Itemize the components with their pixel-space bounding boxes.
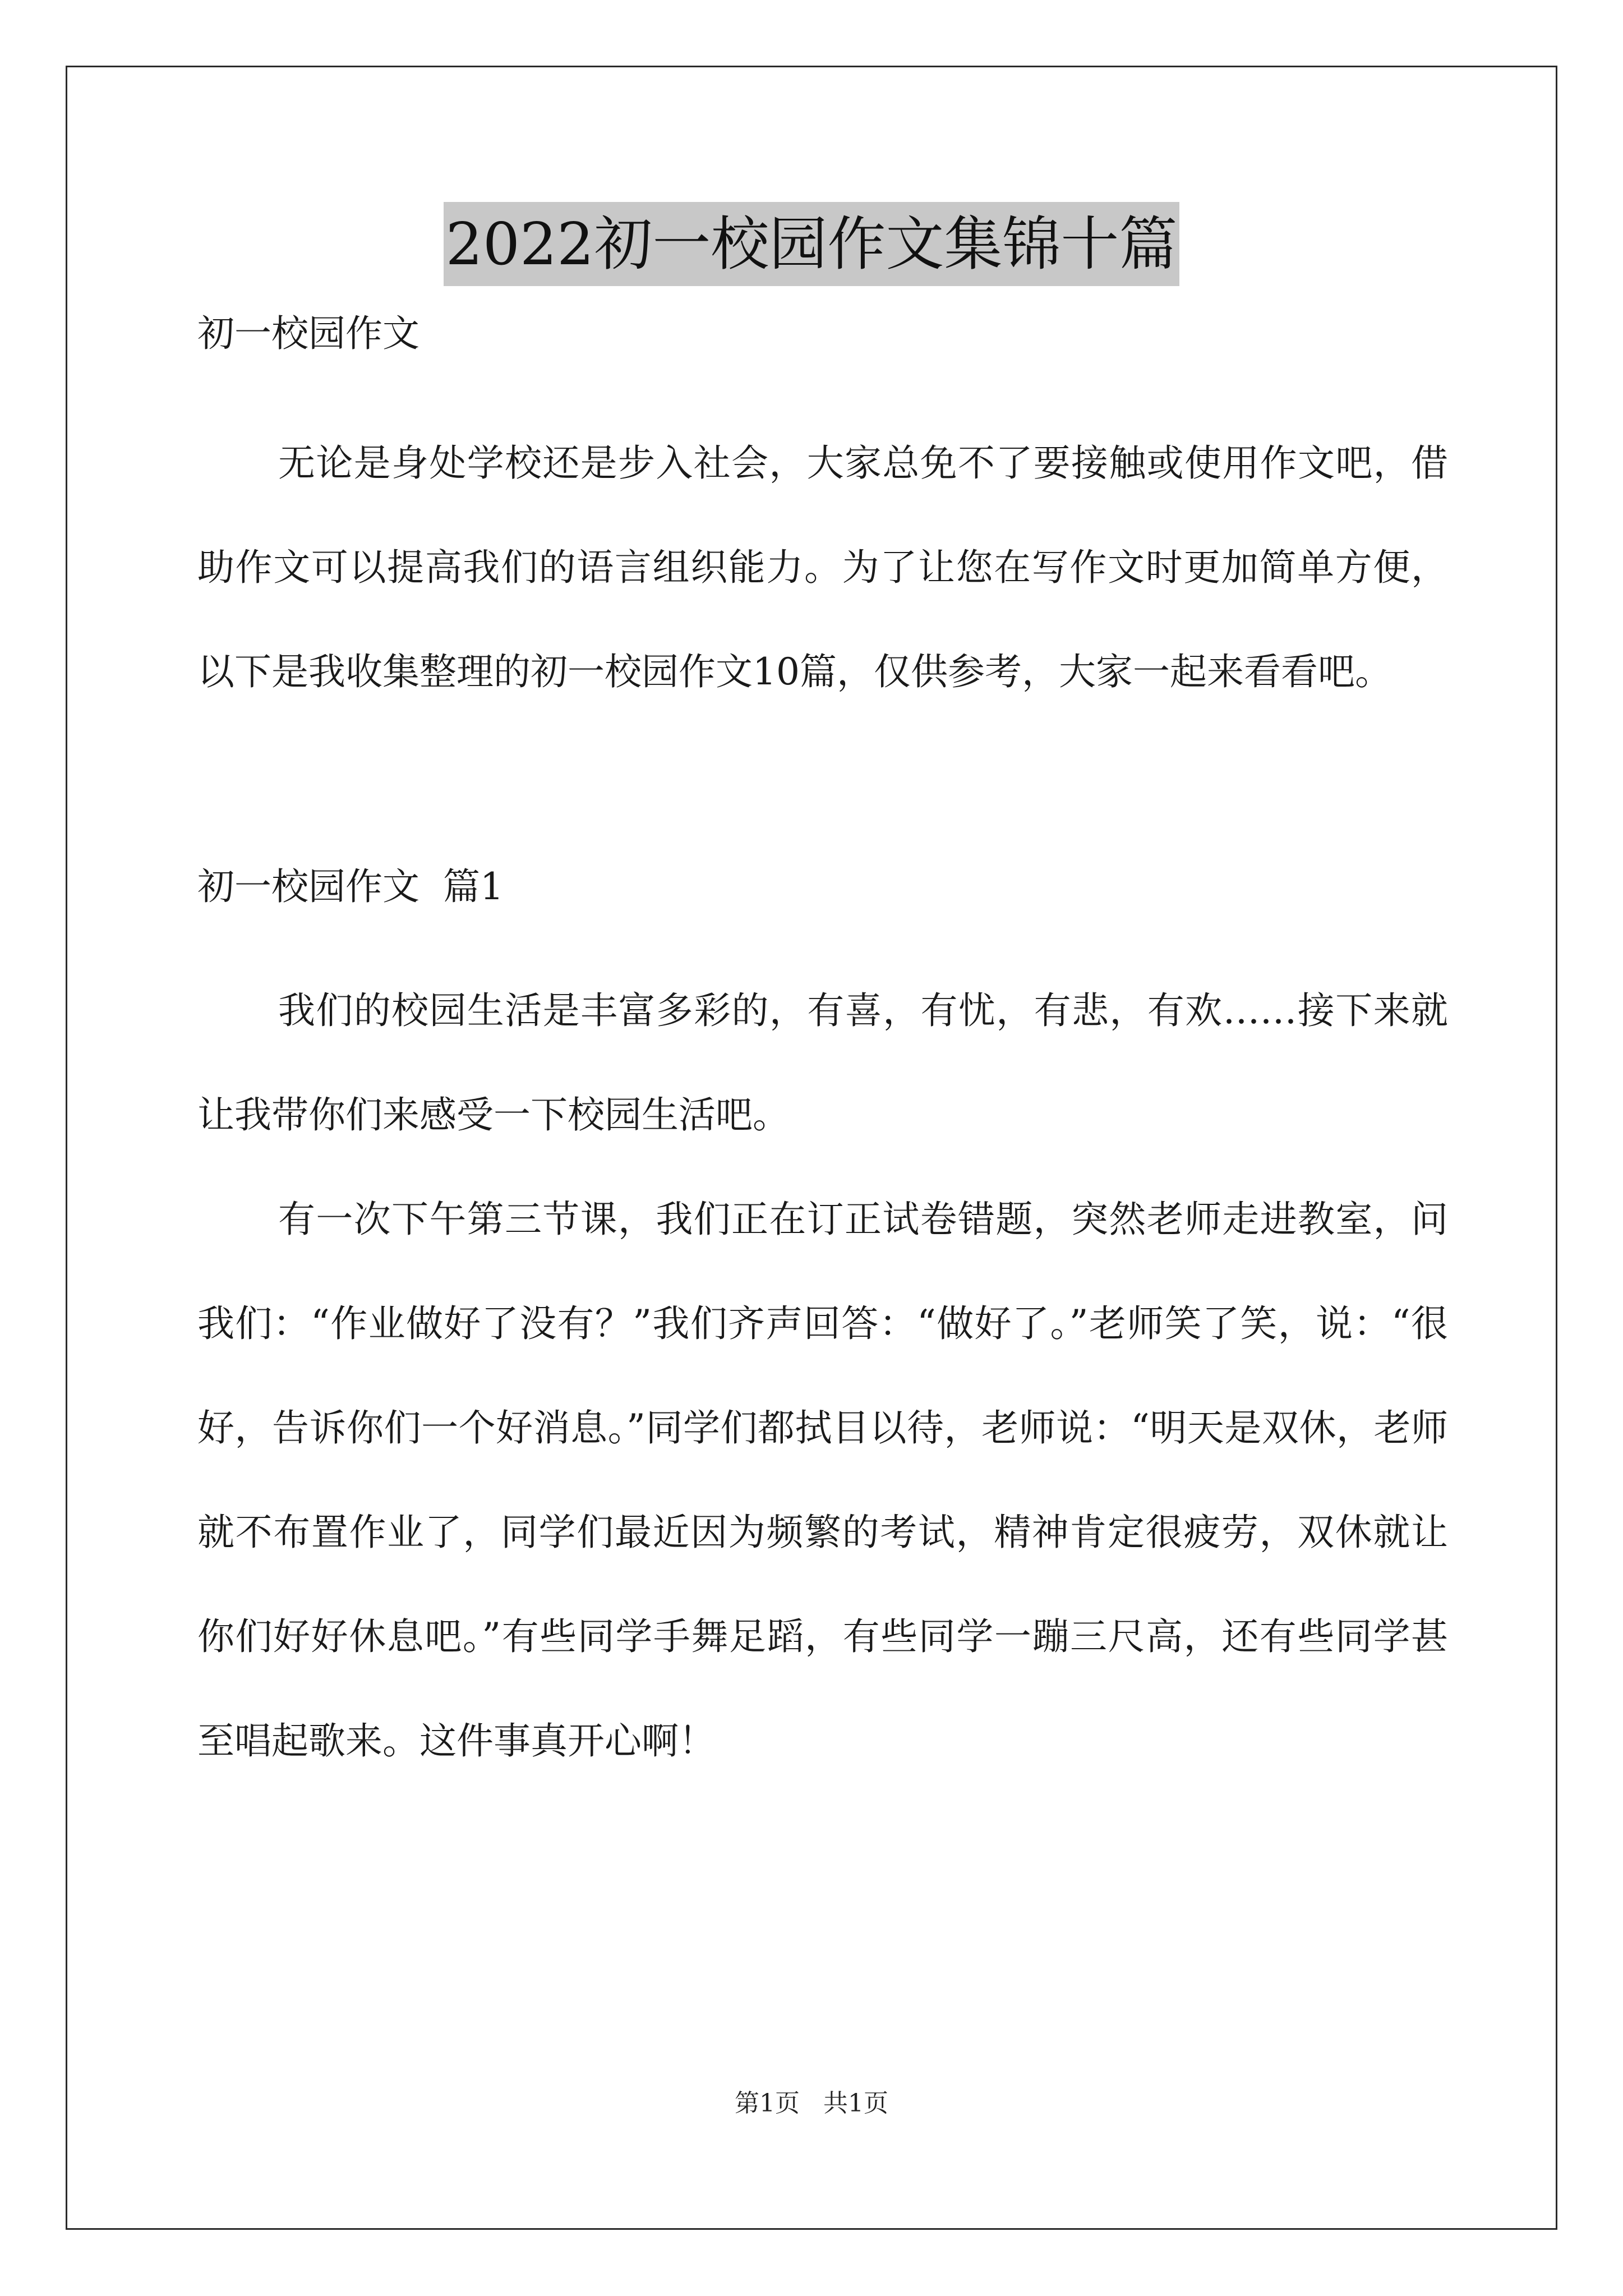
spacer bbox=[197, 724, 1448, 859]
body-paragraph: 我们的校园生活是丰富多彩的，有喜，有忧，有悲，有欢……接下来就让我带你们来感受一下校园生活吧。 bbox=[197, 989, 1448, 1137]
document-body bbox=[197, 306, 1448, 1793]
document-title: 2022初一校园作文集锦十篇 bbox=[444, 202, 1180, 286]
title-container bbox=[0, 202, 1623, 286]
page-footer: 第1页 共1页 bbox=[735, 2089, 888, 2118]
spacer bbox=[197, 362, 1448, 411]
intro-paragraph: 无论是身处学校还是步入社会，大家总免不了要接触或使用作文吧，借助作文可以提高我们的语言组织能力。为了让您在写作文时更加简单方便，以下是我收集整理的初一校园作文10篇，仅供参考，大家一起来看看吧。 bbox=[197, 441, 1448, 693]
body-paragraph: 有一次下午第三节课，我们正在订正试卷错题，突然老师走进教室，问我们：“作业做好了没有？”我们齐声回答：“做好了。”老师笑了笑，说：“很好，告诉你们一个好消息。”同学们都拭目以待，老师说：“明天是双休，老师就不布置作业了，同学们最近因为频繁的考试，精神肯定很疲劳，双休就让你们好好休息吧。”有些同学手舞足蹈，有些同学一蹦三尺高，还有些同学甚至唱起歌来。这件事真开心啊！ bbox=[197, 1198, 1448, 1763]
spacer bbox=[197, 915, 1448, 959]
section-heading: 初一校园作文 篇1 bbox=[197, 865, 504, 908]
intro-heading: 初一校园作文 bbox=[197, 312, 419, 355]
